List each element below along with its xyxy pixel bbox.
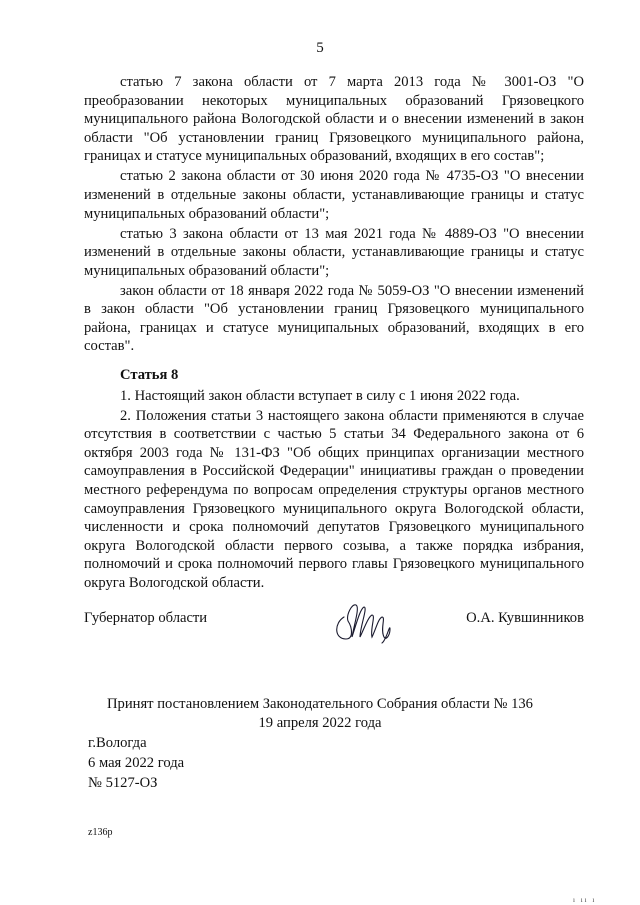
page-number: 5 <box>316 40 324 56</box>
law-metadata <box>88 733 184 793</box>
amended-law-item: статью 7 закона области от 7 марта 2013 года № 3001-ОЗ "О преобразовании некоторых муниципальных образований Грязовецкого муниципального района Вологодской области и о внесении изменений в закон области "Об установлении границ Грязовецкого муниципального района, границах и статусе муниципальных образований, входящих в его состав"; <box>84 74 584 165</box>
amended-law-item: закон области от 18 января 2022 года № 5059-ОЗ "О внесении изменений в закон области "Об установлении границ Грязовецкого муниципального района, границах и статусе муниципальных образований, входящих в его состав". <box>84 282 584 355</box>
article-heading: Статья 8 <box>120 367 179 384</box>
article-clause: 2. Положения статьи 3 настоящего закона области применяются в случае отсутствия в соответствии с частью 5 статьи 34 Федерального закона от 6 октября 2003 года № 131-ФЗ "Об общих принципах организации местного самоуправления в Российской Федерации" инициативы граждан о проведении местного референдума по вопросам определения структуры органов местного самоуправления Грязовецкого муниципального округа Вологодской области, численности и срока полномочий депутатов Грязовецкого муниципального округа Вологодской области первого созыва, а также порядка избрания, полномочий и срока полномочий первого главы Грязовецкого муниципального округа Вологодской области. <box>84 407 584 591</box>
signature-block <box>84 595 584 645</box>
amended-law-item: статью 2 закона области от 30 июня 2020 года № 4735-ОЗ "О внесении изменений в отдельные законы области, устанавливающие границы и статус муниципальных образований области"; <box>84 168 584 222</box>
law-number: № 5127-ОЗ <box>88 775 158 791</box>
signing-date: 6 мая 2022 года <box>88 755 185 771</box>
document-code: z136p <box>88 827 113 838</box>
handwritten-signature <box>330 595 400 645</box>
adoption-date: 19 апреля 2022 года <box>258 715 382 731</box>
corner-marks: ı ıı ı <box>573 896 597 904</box>
adoption-note <box>90 695 550 733</box>
city: г.Вологда <box>88 735 147 751</box>
signatory-name: О.А. Кувшинников <box>466 610 584 626</box>
document-body <box>84 73 584 594</box>
article-clause: 1. Настоящий закон области вступает в силу с 1 июня 2022 года. <box>120 387 520 404</box>
signatory-title: Губернатор области <box>84 610 208 626</box>
amended-law-item: статью 3 закона области от 13 мая 2021 года № 4889-ОЗ "О внесении изменений в отдельные законы области, устанавливающие границы и статус муниципальных образований области"; <box>84 225 584 279</box>
adoption-resolution: Принят постановлением Законодательного Собрания области № 136 <box>107 696 533 712</box>
